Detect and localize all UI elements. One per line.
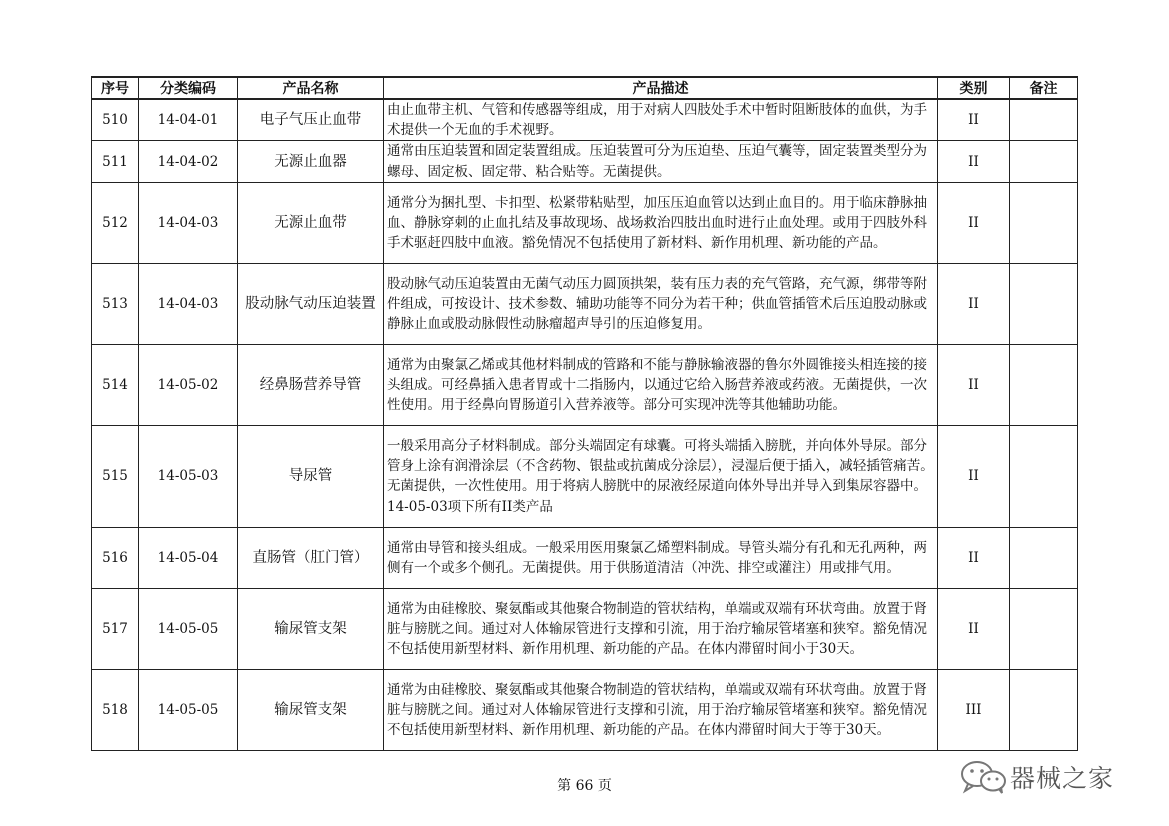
cell-description: 一般采用高分子材料制成。部分头端固定有球囊。可将头端插入膀胱，并向体外导尿。部分管身上涂有润滑涂层（不含药物、银盐或抗菌成分涂层），浸湿后便于插入，减轻插管痛苦。无菌提供，一次性使用。用于将病人膀胱中的尿液经尿道向体外导出并导入到集尿容器中。14-05-03项下所有II类产品: [384, 425, 938, 527]
cell-serial: 515: [92, 425, 139, 527]
table-row: [92, 344, 1078, 425]
cell-note: [1010, 141, 1078, 182]
header-serial: 序号: [92, 77, 139, 99]
table-row: [92, 263, 1078, 344]
cell-category: II: [938, 263, 1010, 344]
cell-serial: 511: [92, 141, 139, 182]
cell-code: 14-04-03: [139, 263, 238, 344]
cell-note: [1010, 344, 1078, 425]
cell-code: 14-04-02: [139, 141, 238, 182]
cell-description: 通常为由硅橡胶、聚氨酯或其他聚合物制造的管状结构，单端或双端有环状弯曲。放置于肾脏与膀胱之间。通过对人体输尿管进行支撑和引流，用于治疗输尿管堵塞和狭窄。豁免情况不包括使用新型材料、新作用机理、新功能的产品。在体内滞留时间大于等于30天。: [384, 669, 938, 750]
table-body: [92, 99, 1078, 750]
table-row: [92, 425, 1078, 527]
cell-code: 14-04-01: [139, 99, 238, 141]
cell-product-name: 电子气压止血带: [238, 99, 384, 141]
cell-code: 14-04-03: [139, 182, 238, 263]
cell-description: 由止血带主机、气管和传感器等组成，用于对病人四肢处手术中暂时阻断肢体的血供，为手术提供一个无血的手术视野。: [384, 99, 938, 141]
watermark: [958, 757, 1138, 797]
cell-note: [1010, 99, 1078, 141]
cell-product-name: 无源止血器: [238, 141, 384, 182]
header-note: 备注: [1010, 77, 1078, 99]
header-product-name: 产品名称: [238, 77, 384, 99]
cell-note: [1010, 263, 1078, 344]
cell-serial: 510: [92, 99, 139, 141]
cell-description: 通常为由硅橡胶、聚氨酯或其他聚合物制造的管状结构，单端或双端有环状弯曲。放置于肾脏与膀胱之间。通过对人体输尿管进行支撑和引流，用于治疗输尿管堵塞和狭窄。豁免情况不包括使用新型材料、新作用机理、新功能的产品。在体内滞留时间小于30天。: [384, 588, 938, 669]
cell-product-name: 股动脉气动压迫装置: [238, 263, 384, 344]
cell-code: 14-05-05: [139, 588, 238, 669]
cell-description: 通常由导管和接头组成。一般采用医用聚氯乙烯塑料制成。导管头端分有孔和无孔两种，两侧有一个或多个侧孔。无菌提供。用于供肠道清洁（冲洗、排空或灌注）用或排气用。: [384, 527, 938, 588]
wechat-icon: [958, 759, 1010, 795]
table-row: [92, 182, 1078, 263]
cell-description: 通常由压迫装置和固定装置组成。压迫装置可分为压迫垫、压迫气囊等，固定装置类型分为螺母、固定板、固定带、粘合贴等。无菌提供。: [384, 141, 938, 182]
cell-product-name: 无源止血带: [238, 182, 384, 263]
cell-serial: 513: [92, 263, 139, 344]
cell-code: 14-05-04: [139, 527, 238, 588]
page-number: 第 66 页: [557, 778, 612, 794]
cell-code: 14-05-05: [139, 669, 238, 750]
cell-note: [1010, 527, 1078, 588]
cell-category: II: [938, 527, 1010, 588]
cell-note: [1010, 425, 1078, 527]
header-description: 产品描述: [384, 77, 938, 99]
cell-description: 通常分为捆扎型、卡扣型、松紧带粘贴型，加压压迫血管以达到止血目的。用于临床静脉抽血、静脉穿刺的止血扎结及事故现场、战场救治四肢出血时进行止血处理。或用于四肢外科手术驱赶四肢中血液。豁免情况不包括使用了新材料、新作用机理、新功能的产品。: [384, 182, 938, 263]
cell-product-name: 输尿管支架: [238, 669, 384, 750]
cell-category: II: [938, 141, 1010, 182]
cell-product-name: 输尿管支架: [238, 588, 384, 669]
header-category: 类别: [938, 77, 1010, 99]
cell-category: III: [938, 669, 1010, 750]
cell-category: II: [938, 588, 1010, 669]
table-header-row: [92, 77, 1078, 99]
cell-description: 股动脉气动压迫装置由无菌气动压力圆顶拱架，装有压力表的充气管路，充气源，绑带等附件组成，可按设计、技术参数、辅助功能等不同分为若干种；供血管插管术后压迫股动脉或静脉止血或股动脉假性动脉瘤超声导引的压迫修复用。: [384, 263, 938, 344]
cell-category: II: [938, 344, 1010, 425]
cell-product-name: 经鼻肠营养导管: [238, 344, 384, 425]
cell-note: [1010, 588, 1078, 669]
cell-category: II: [938, 182, 1010, 263]
cell-serial: 514: [92, 344, 139, 425]
cell-serial: 518: [92, 669, 139, 750]
cell-serial: 512: [92, 182, 139, 263]
watermark-text: 器械之家: [1010, 764, 1115, 793]
cell-code: 14-05-02: [139, 344, 238, 425]
cell-code: 14-05-03: [139, 425, 238, 527]
cell-serial: 516: [92, 527, 139, 588]
cell-category: II: [938, 99, 1010, 141]
cell-product-name: 直肠管（肛门管）: [238, 527, 384, 588]
table-row: [92, 527, 1078, 588]
cell-serial: 517: [92, 588, 139, 669]
table-row: [92, 141, 1078, 182]
cell-category: II: [938, 425, 1010, 527]
cell-note: [1010, 669, 1078, 750]
cell-note: [1010, 182, 1078, 263]
table-row: [92, 669, 1078, 750]
table-row: [92, 588, 1078, 669]
cell-description: 通常为由聚氯乙烯或其他材料制成的管路和不能与静脉输液器的鲁尔外圆锥接头相连接的接头组成。可经鼻插入患者胃或十二指肠内，以通过它给入肠营养液或药液。无菌提供，一次性使用。用于经鼻向胃肠道引入营养液等。部分可实现冲洗等其他辅助功能。: [384, 344, 938, 425]
header-code: 分类编码: [139, 77, 238, 99]
catalog-table: [91, 76, 1078, 751]
table-row: [92, 99, 1078, 141]
cell-product-name: 导尿管: [238, 425, 384, 527]
